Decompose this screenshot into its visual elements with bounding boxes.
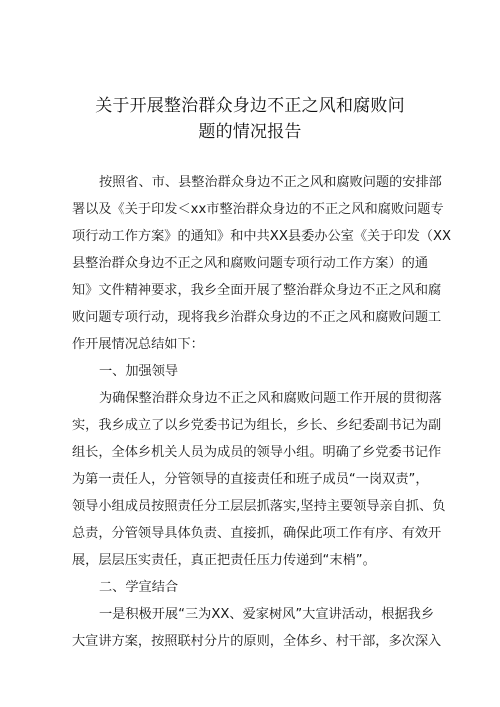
paragraph-line: 项行动工作方案》的通知》和中共XX县委办公室《关于印发（XX [72, 229, 452, 244]
section-heading: 二、学宣结合 [99, 580, 179, 595]
paragraph-line: 一是积极开展“三为XX、爱家树风”大宣讲活动，根据我乡 [99, 607, 435, 622]
section-heading: 一、加强领导 [99, 364, 179, 379]
document-title-line-1: 关于开展整治群众身边不正之风和腐败问 [95, 96, 405, 116]
paragraph-line: 署以及《关于印发＜xx市整治群众身边的不正之风和腐败问题专 [72, 202, 444, 217]
paragraph-line: 为确保整治群众身边不正之风和腐败问题工作开展的贯彻落 [99, 391, 442, 406]
paragraph-line: 败问题专项行动，现将我乡治群众身边的不正之风和腐败问题工 [72, 310, 442, 325]
document-title-line-2: 题的情况报告 [198, 122, 302, 142]
paragraph-line: 总责，分管领导具体负责、直接抓，确保此项工作有序、有效开 [72, 526, 442, 541]
paragraph-line: 大宣讲方案，按照联村分片的原则，全体乡、村干部，多次深入 [72, 634, 442, 649]
paragraph-line: 展，层层压实责任，真正把责任压力传递到“末梢”。 [72, 553, 376, 568]
paragraph-line: 作开展情况总结如下： [72, 337, 204, 352]
paragraph-line: 知》文件精神要求，我乡全面开展了整治群众身边不正之风和腐 [72, 283, 442, 298]
paragraph-line: 县整治群众身边不正之风和腐败问题专项行动工作方案）的通 [72, 256, 429, 271]
paragraph-line: 领导小组成员按照责任分工层层抓落实,坚持主要领导亲自抓、负 [72, 499, 446, 514]
paragraph-line: 组长，全体乡机关人员为成员的领导小组。明确了乡党委书记作 [72, 445, 442, 460]
paragraph-line: 按照省、市、县整治群众身边不正之风和腐败问题的安排部 [99, 175, 442, 190]
paragraph-line: 为第一责任人，分管领导的直接责任和班子成员“一岗双责”， [72, 472, 429, 487]
paragraph-line: 实，我乡成立了以乡党委书记为组长，乡长、乡纪委副书记为副 [72, 418, 442, 433]
